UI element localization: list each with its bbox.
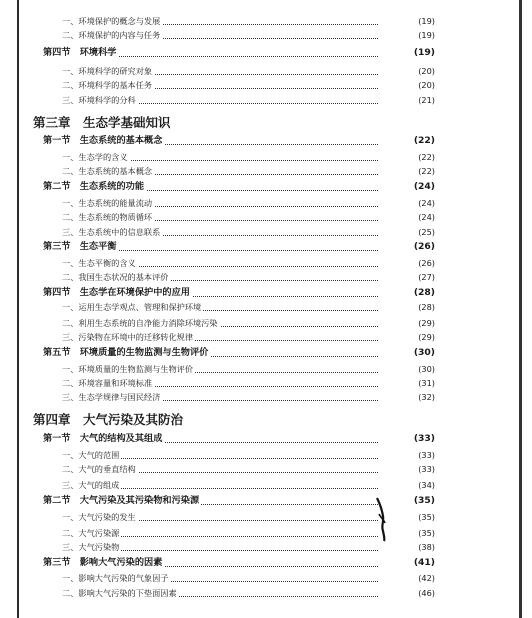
toc-entry[interactable] (0, 376, 435, 390)
toc-entry[interactable] (0, 362, 435, 376)
entry-title: 第二节 生态系统的功能 (43, 181, 145, 192)
page-number: (19) (418, 16, 435, 26)
entry-title: 一、运用生态学观点、管理和保护环境 (62, 302, 202, 312)
entry-title: 二、大气的垂直结构 (62, 464, 136, 474)
entry-title: 一、环境科学的研究对象 (62, 66, 153, 76)
dot-leader (82, 535, 378, 537)
entry-title: 第四节 生态学在环境保护中的应用 (43, 287, 190, 298)
page-number: (20) (418, 66, 435, 76)
entry-title: 第三节 影响大气污染的因素 (43, 557, 163, 568)
toc-entry[interactable] (0, 330, 435, 344)
toc-entry[interactable] (0, 225, 435, 239)
page-number: (31) (418, 378, 435, 388)
page-number: (22) (413, 135, 435, 146)
entry-title: 二、环境保护的内容与任务 (62, 30, 161, 40)
entry-title: 一、大气的范围 (62, 450, 120, 460)
entry-title: 一、生态平衡的含义 (62, 258, 136, 268)
toc-entry[interactable] (0, 300, 435, 314)
entry-title: 二、大气污染源 (62, 528, 120, 538)
toc-entry[interactable] (0, 478, 435, 492)
entry-title: 一、环境保护的概念与发展 (62, 16, 161, 26)
entry-title: 第二节 大气污染及其污染物和污染源 (43, 495, 200, 506)
page-number: (42) (418, 573, 435, 583)
section-entry[interactable] (0, 286, 435, 300)
toc-entry[interactable] (0, 448, 435, 462)
page-number: (20) (418, 80, 435, 90)
entry-title: 第一节 大气的结构及其组成 (43, 433, 163, 444)
toc-entry[interactable] (0, 316, 435, 330)
page-number: (33) (418, 450, 435, 460)
toc-entry[interactable] (0, 526, 435, 540)
page-number: (26) (413, 241, 435, 252)
page-number: (22) (418, 166, 435, 176)
page-number: (33) (418, 464, 435, 474)
entry-title: 一、生态系统的能量流动 (62, 198, 153, 208)
section-entry[interactable] (0, 240, 435, 254)
page-number: (32) (418, 392, 435, 402)
entry-title: 一、大气污染的发生 (62, 512, 136, 522)
entry-title: 二、生态系统的物质循环 (62, 212, 153, 222)
entry-title: 三、生态系统中的信息联系 (62, 227, 161, 237)
entry-title: 一、影响大气污染的气象因子 (62, 573, 169, 583)
page-number: (26) (418, 258, 435, 268)
entry-title: 一、生态学的含义 (62, 152, 128, 162)
toc-entry[interactable] (0, 390, 435, 404)
entry-title: 二、我国生态状况的基本评价 (62, 272, 169, 282)
toc-entry[interactable] (0, 256, 435, 270)
scan-border-right (519, 0, 522, 618)
page-number: (35) (413, 495, 435, 506)
toc-entry[interactable] (0, 14, 435, 28)
toc-entry[interactable] (0, 210, 435, 224)
page-number: (46) (418, 588, 435, 598)
chapter-heading: 第三章 生态学基础知识 (33, 115, 171, 130)
page-number: (30) (413, 347, 435, 358)
section-entry[interactable] (0, 432, 435, 446)
toc-entry[interactable] (0, 270, 435, 284)
section-entry[interactable] (0, 46, 435, 60)
entry-title: 三、大气的组成 (62, 480, 120, 490)
entry-title: 二、影响大气污染的下垫面因素 (62, 588, 177, 598)
section-entry[interactable] (0, 494, 435, 508)
entry-title: 二、利用生态系统的自净能力消除环境污染 (62, 318, 218, 328)
dot-leader (82, 487, 378, 489)
toc-entry[interactable] (0, 510, 435, 524)
page-number: (34) (418, 480, 435, 490)
page-number: (30) (418, 364, 435, 374)
dot-leader (82, 457, 378, 459)
toc-entry[interactable] (0, 150, 435, 164)
toc-entry[interactable] (0, 571, 435, 585)
entry-title: 一、环境质量的生物监测与生物评价 (62, 364, 194, 374)
page-number: (35) (418, 528, 435, 538)
page-number: (19) (413, 47, 435, 58)
entry-title: 第一节 生态系统的基本概念 (43, 135, 163, 146)
section-entry[interactable] (0, 134, 435, 148)
toc-entry[interactable] (0, 462, 435, 476)
toc-entry[interactable] (0, 164, 435, 178)
page-number: (33) (413, 433, 435, 444)
page-number: (35) (418, 512, 435, 522)
chapter-heading: 第四章 大气污染及其防治 (33, 412, 184, 427)
toc-entry[interactable] (0, 78, 435, 92)
toc-entry[interactable] (0, 540, 435, 554)
page-number: (19) (418, 30, 435, 40)
page-number: (28) (413, 287, 435, 298)
page-number: (24) (413, 181, 435, 192)
entry-title: 二、环境容量和环境标准 (62, 378, 153, 388)
toc-entry[interactable] (0, 28, 435, 42)
section-entry[interactable] (0, 180, 435, 194)
page-number: (28) (418, 302, 435, 312)
page-number: (24) (418, 212, 435, 222)
entry-title: 第四节 环境科学 (43, 47, 117, 58)
entry-title: 二、环境科学的基本任务 (62, 80, 153, 90)
page-number: (29) (418, 332, 435, 342)
section-entry[interactable] (0, 556, 435, 570)
toc-entry[interactable] (0, 586, 435, 600)
page-number: (25) (418, 227, 435, 237)
toc-entry[interactable] (0, 93, 435, 107)
page-number: (21) (418, 95, 435, 105)
entry-title: 三、环境科学的分科 (62, 95, 136, 105)
page-number: (41) (413, 557, 435, 568)
toc-entry[interactable] (0, 64, 435, 78)
page-number: (29) (418, 318, 435, 328)
entry-title: 三、污染物在环境中的迁移转化规律 (62, 332, 194, 342)
entry-title: 二、生态系统的基本概念 (62, 166, 153, 176)
page-number: (22) (418, 152, 435, 162)
entry-title: 第三节 生态平衡 (43, 241, 117, 252)
dot-leader (82, 549, 378, 551)
page-number: (38) (418, 542, 435, 552)
entry-title: 三、大气污染物 (62, 542, 120, 552)
page-number: (24) (418, 198, 435, 208)
entry-title: 第五节 环境质量的生物监测与生物评价 (43, 347, 209, 358)
section-entry[interactable] (0, 346, 435, 360)
entry-title: 三、生态学规律与国民经济 (62, 392, 161, 402)
page-number: (27) (418, 272, 435, 282)
toc-entry[interactable] (0, 196, 435, 210)
